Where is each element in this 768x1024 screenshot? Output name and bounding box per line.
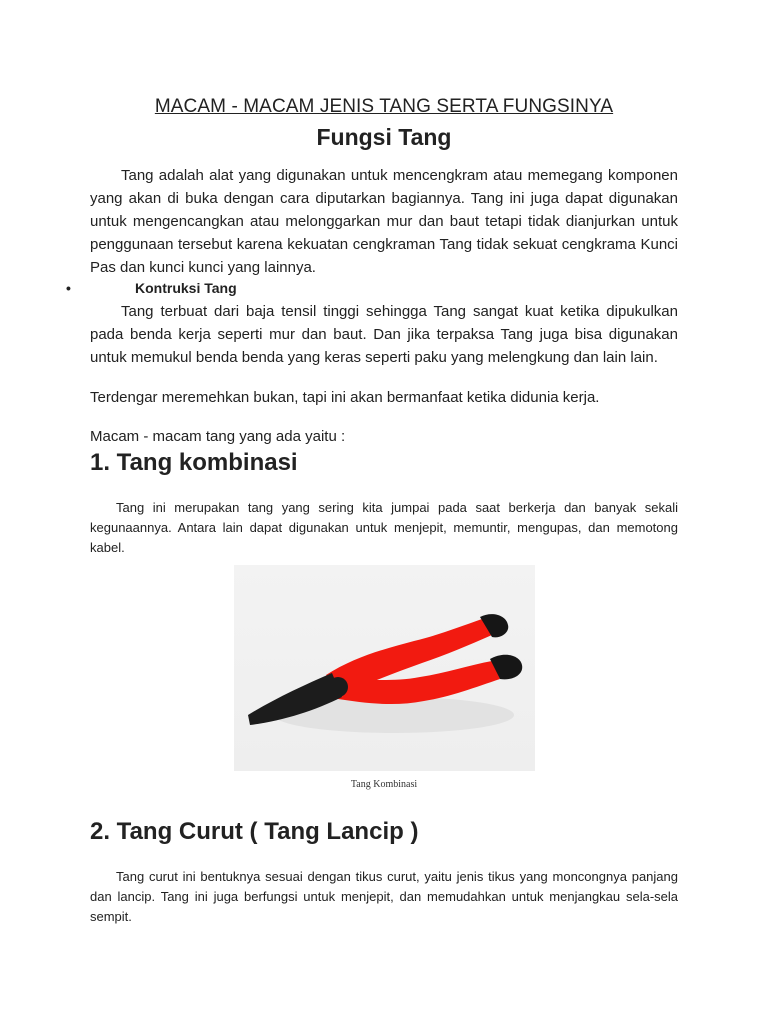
document-title: MACAM - MACAM JENIS TANG SERTA FUNGSINYA: [154, 96, 614, 117]
section-heading-2: 2. Tang Curut ( Tang Lancip ): [90, 818, 419, 845]
list-intro: Macam - macam tang yang ada yaitu :: [90, 428, 346, 445]
bullet-label: Kontruksi Tang: [135, 280, 237, 296]
bullet-dot-icon: •: [66, 280, 71, 296]
intro-paragraph: Tang adalah alat yang digunakan untuk mencengkram atau memegang komponen yang akan di buka dengan cara diputarkan bagiannya. Tang ini juga dapat digunakan untuk mengencangkan atau melonggarkan mur dan baut tetapi tidak dianjurkan untuk penggunaan tersebut karena kekuatan cengkraman Tang tidak sekuat cengkrama Kunci Pas dan kunci kunci yang lainnya.: [90, 167, 678, 276]
section-body-1: Tang ini merupakan tang yang sering kita jumpai pada saat berkerja dan banyak sekali kegunaannya. Antara lain dapat digunakan untuk menjepit, memuntir, mengupas, dan memotong kabel.: [90, 500, 678, 555]
section-body-2: Tang curut ini bentuknya sesuai dengan tikus curut, yaitu jenis tikus yang moncongnya panjang dan lancip. Tang ini juga berfungsi untuk menjepit, dan memudahkan untuk menjangkau sela-sela sempit.: [90, 869, 678, 924]
pliers-pivot: [328, 677, 348, 697]
pliers-photo: [234, 565, 535, 771]
image-caption: Tang Kombinasi: [350, 779, 418, 790]
pliers-icon: [234, 565, 535, 771]
document-subtitle: Fungsi Tang: [316, 124, 452, 150]
section-heading-1: 1. Tang kombinasi: [90, 449, 298, 476]
remark-paragraph: Terdengar meremehkan bukan, tapi ini akan bermanfaat ketika didunia kerja.: [90, 389, 600, 406]
construction-paragraph: Tang terbuat dari baja tensil tinggi sehingga Tang sangat kuat ketika dipukulkan pada benda kerja seperti mur dan baut. Dan jika terpaksa Tang juga bisa digunakan untuk memukul benda benda yang keras seperti paku yang melengkung dan lain lain.: [90, 303, 678, 366]
